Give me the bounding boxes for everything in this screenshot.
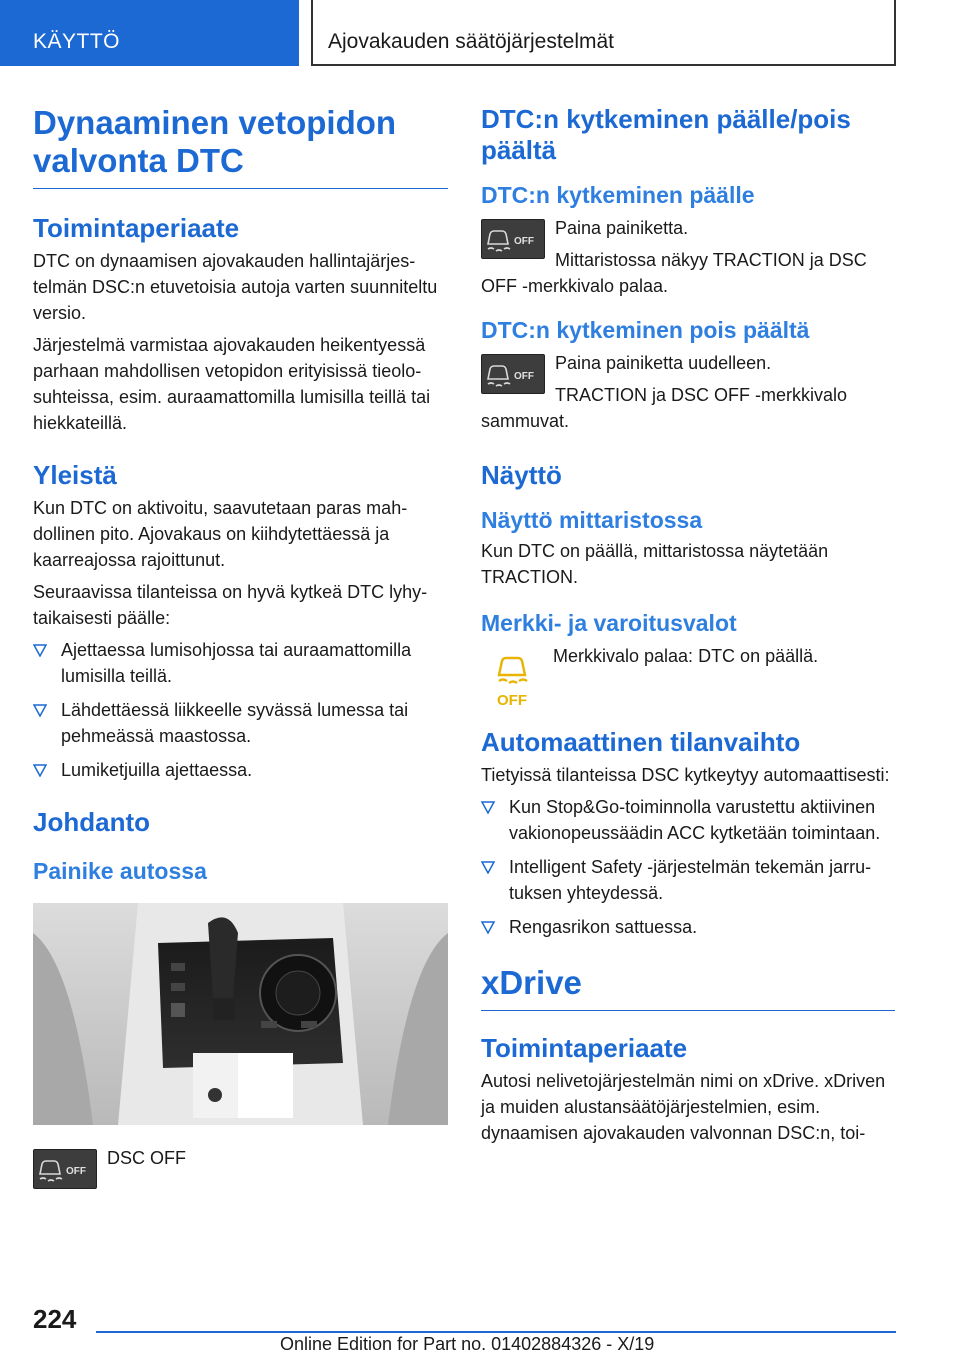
svg-text:OFF: OFF (514, 371, 534, 382)
switch-off-heading: DTC:n kytkeminen pois päältä (481, 317, 810, 343)
display-heading: Näyttö (481, 460, 562, 490)
intro-heading: Johdanto (33, 807, 150, 837)
dtc-title: Dynaaminen vetopidon valvonta DTC (33, 100, 448, 189)
triangle-bullet-icon (33, 764, 47, 777)
page-header (0, 0, 960, 66)
display-text: Kun DTC on päällä, mittaristossa näytetään TRACTION. (481, 541, 829, 587)
auto-text: Tietyissä tilanteissa DSC kytkeytyy automaattisesti: (481, 765, 890, 785)
general-text-2: Seuraavissa tilanteissa on hyvä kytkeä DTC lyhytaikaisesti päälle: (33, 582, 428, 628)
section-title: Ajovakauden säätöjärjestelmät (311, 0, 896, 66)
dsc-off-caption-row (33, 1145, 448, 1197)
triangle-bullet-icon (33, 644, 47, 657)
principle-text-1: DTC on dynaamisen ajovakauden hallintajärjestelmän DSC:n etuvetoisia autoja varten suunniteltu versio. (33, 251, 438, 323)
list-item-text: Kun Stop&Go-toiminnolla varustettu aktiivinen vakionopeussäädin ACC kytketään toimintaan. (509, 797, 881, 843)
list-item-text: Lähdettäessä liikkeelle syvässä lumessa tai pehmeässä maastossa. (61, 700, 409, 746)
principle-heading: Toimintaperiaate (33, 213, 240, 243)
edition-text: Online Edition for Part no. 01402884326 - X/19 (280, 1334, 655, 1354)
xdrive-principle-heading: Toimintaperiaate (481, 1033, 688, 1063)
footer-divider (96, 1331, 896, 1333)
right-column (481, 100, 895, 1146)
list-item (481, 914, 895, 940)
lights-row (481, 643, 895, 713)
auto-heading: Automaattinen tilanvaihto (481, 727, 801, 757)
dsc-off-caption: DSC OFF (107, 1148, 186, 1168)
left-column (33, 100, 448, 1197)
switch-on-row (481, 215, 895, 299)
triangle-bullet-icon (33, 704, 47, 717)
svg-text:OFF: OFF (497, 692, 527, 709)
lights-heading: Merkki- ja varoitusvalot (481, 610, 737, 636)
list-item-text: Intelligent Safety -järjestelmän tekemän jarrutuksen yhteydessä. (509, 857, 872, 903)
center-console-photo (33, 903, 448, 1125)
auto-list (481, 794, 895, 940)
svg-text:OFF: OFF (66, 1166, 86, 1177)
display-cluster-heading: Näyttö mittaristossa (481, 507, 703, 533)
switch-heading: DTC:n kytkeminen päälle/pois päältä (481, 104, 851, 165)
chapter-tab[interactable]: KÄYTTÖ (0, 0, 299, 66)
button-heading: Painike autossa (33, 858, 207, 884)
xdrive-text: Autosi nelivetojärjestelmän nimi on xDrive. xDriven ja muiden alustansäätöjärjestelmien, esim. dynaamisen ajovakauden valvonnan DSC:n, toi- (481, 1071, 886, 1143)
list-item-text: Lumiketjuilla ajettaessa. (61, 760, 253, 780)
triangle-bullet-icon (481, 801, 495, 814)
page-footer (0, 1296, 960, 1362)
principle-text-2: Järjestelmä varmistaa ajovakauden heikentyessä parhaan mahdollisen vetopidon erityisissä tieolosuhteissa, esim. auraamattomilla lumisilla teillä tai hiekkateillä. (33, 335, 431, 433)
traction-warning-icon (487, 649, 543, 711)
switch-off-step-2: TRACTION ja DSC OFF -merkkivalo sammuvat. (481, 385, 848, 431)
switch-on-step-1: Paina painiketta. (555, 218, 689, 238)
dsc-off-icon[interactable] (481, 219, 545, 259)
list-item (481, 854, 895, 906)
dsc-off-icon[interactable] (33, 1149, 97, 1189)
xdrive-title: xDrive (481, 960, 895, 1011)
list-item-text: Ajettaessa lumisohjossa tai auraamattomilla lumisilla teillä. (61, 640, 412, 686)
switch-off-row (481, 350, 895, 434)
switch-on-step-2: Mittaristossa näkyy TRACTION ja DSC OFF -merkkivalo palaa. (481, 250, 867, 296)
svg-text:OFF: OFF (514, 236, 534, 247)
list-item (33, 697, 448, 749)
situations-list (33, 637, 448, 783)
triangle-bullet-icon (481, 861, 495, 874)
general-text-1: Kun DTC on aktivoitu, saavutetaan paras mahdollinen pito. Ajovakaus on kiihdytettäessä ja kaarreajossa rajoittunut. (33, 498, 408, 570)
switch-off-step-1: Paina painiketta uudelleen. (555, 353, 772, 373)
list-item (33, 757, 448, 783)
triangle-bullet-icon (481, 921, 495, 934)
switch-on-heading: DTC:n kytkeminen päälle (481, 182, 755, 208)
list-item (33, 637, 448, 689)
page-number: 224 (33, 1304, 77, 1334)
general-heading: Yleistä (33, 460, 117, 490)
list-item (481, 794, 895, 846)
list-item-text: Rengasrikon sattuessa. (509, 917, 698, 937)
lights-text: Merkkivalo palaa: DTC on päällä. (553, 646, 819, 666)
dsc-off-icon[interactable] (481, 354, 545, 394)
